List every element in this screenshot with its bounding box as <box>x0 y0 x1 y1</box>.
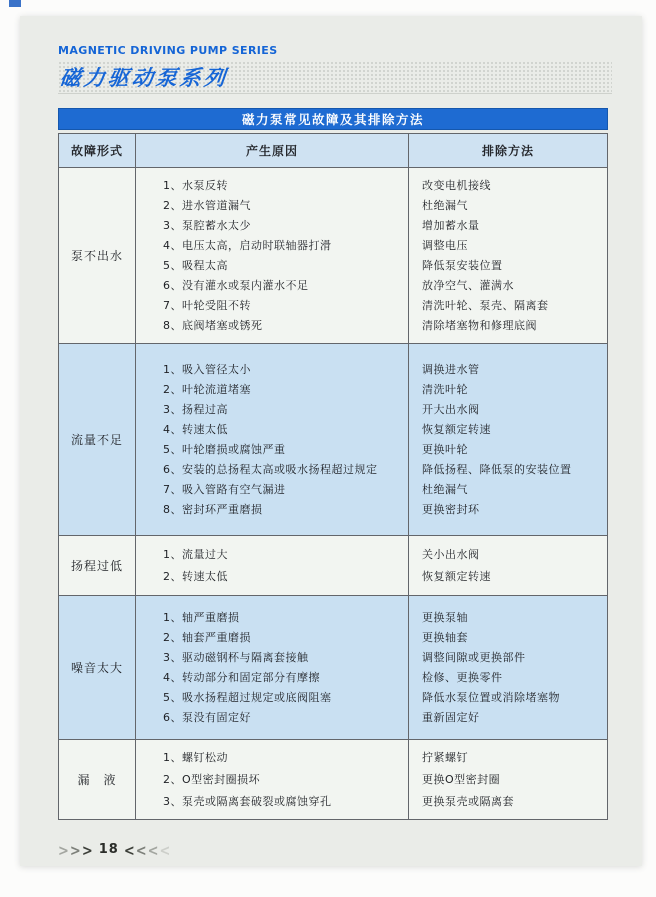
cause-line: 2、进水管道漏气 <box>163 198 251 212</box>
page-footer <box>58 840 171 859</box>
cause-line: 2、轴套严重磨损 <box>163 630 251 644</box>
remedy-line: 拧紧螺钉 <box>422 750 468 764</box>
fault-type-label: 扬程过低 <box>59 536 136 595</box>
table-row <box>59 344 607 536</box>
table-rows <box>59 168 607 819</box>
cause-line: 4、转动部分和固定部分有摩擦 <box>163 670 320 684</box>
cause-line: 5、吸水扬程超过规定或底阀阻塞 <box>163 690 332 704</box>
remedy-line: 开大出水阀 <box>422 402 480 416</box>
chevron-icon: < <box>147 842 159 861</box>
table-row <box>59 740 607 819</box>
cause-line: 5、叶轮磨损或腐蚀严重 <box>163 442 286 456</box>
footer-arrows-right-icon <box>124 840 172 859</box>
remedy-line: 降低扬程、降低泵的安装位置 <box>422 462 572 476</box>
remedy-line: 更换泵壳或隔离套 <box>422 794 514 808</box>
cause-line: 6、泵没有固定好 <box>163 710 251 724</box>
cause-cell <box>136 168 409 343</box>
cause-line: 2、叶轮流道堵塞 <box>163 382 251 396</box>
remedy-line: 恢复额定转速 <box>422 569 491 583</box>
page-number: 18 <box>98 842 119 857</box>
chevron-icon: > <box>69 842 81 861</box>
remedy-cell <box>409 168 607 343</box>
remedy-line: 恢复额定转速 <box>422 422 491 436</box>
remedy-line: 清洗叶轮、泵壳、隔离套 <box>422 298 549 312</box>
col-header-remedy: 排除方法 <box>481 144 534 158</box>
remedy-line: 关小出水阀 <box>422 547 480 561</box>
cause-line: 7、叶轮受阻不转 <box>163 298 251 312</box>
remedy-line: 调整间隙或更换部件 <box>422 650 526 664</box>
chevron-icon: < <box>123 842 135 861</box>
scanned-page <box>20 16 642 866</box>
cause-line: 5、吸程太高 <box>163 258 228 272</box>
cause-line: 2、O型密封圈损坏 <box>163 772 261 786</box>
cause-line: 1、轴严重磨损 <box>163 610 240 624</box>
fault-type-label: 流量不足 <box>59 344 136 535</box>
series-title-zh: 磁力驱动泵系列 <box>58 66 230 90</box>
cause-line: 6、安装的总扬程太高或吸水扬程超过规定 <box>163 462 378 476</box>
cause-line: 2、转速太低 <box>163 569 228 583</box>
remedy-line: 重新固定好 <box>422 710 480 724</box>
cause-line: 3、驱动磁钢杯与隔离套接触 <box>163 650 309 664</box>
remedy-line: 调整电压 <box>422 238 468 252</box>
cause-line: 3、扬程过高 <box>163 402 228 416</box>
cause-line: 1、水泵反转 <box>163 178 228 192</box>
cause-line: 4、转速太低 <box>163 422 228 436</box>
table-row <box>59 536 607 596</box>
chevron-icon: > <box>58 842 69 861</box>
cause-line: 8、密封环严重磨损 <box>163 502 263 516</box>
remedy-line: 增加蓄水量 <box>422 218 480 232</box>
remedy-line: 改变电机接线 <box>422 178 491 192</box>
cause-line: 3、泵壳或隔离套破裂或腐蚀穿孔 <box>163 794 332 808</box>
cause-line: 7、吸入管路有空气漏进 <box>163 482 286 496</box>
remedy-line: 杜绝漏气 <box>422 482 468 496</box>
chevron-icon: < <box>159 842 171 861</box>
remedy-line: 检修、更换零件 <box>422 670 503 684</box>
remedy-cell <box>409 596 607 739</box>
table-row <box>59 168 607 344</box>
halftone-band <box>58 61 612 94</box>
remedy-line: 更换泵轴 <box>422 610 468 624</box>
fault-type-label: 泵不出水 <box>59 168 136 343</box>
cause-line: 3、泵腔蓄水太少 <box>163 218 251 232</box>
cause-line: 8、底阀堵塞或锈死 <box>163 318 263 332</box>
cause-line: 1、螺钉松动 <box>163 750 228 764</box>
cause-line: 1、吸入管径太小 <box>163 362 251 376</box>
table-row <box>59 596 607 740</box>
scan-corner-mark <box>9 0 21 7</box>
remedy-cell <box>409 344 607 535</box>
cause-cell <box>136 344 409 535</box>
cause-line: 6、没有灌水或泵内灌水不足 <box>163 278 309 292</box>
remedy-cell <box>409 740 607 819</box>
fault-table <box>58 133 608 820</box>
remedy-cell <box>409 536 607 595</box>
remedy-line: 清除堵塞物和修理底阀 <box>422 318 537 332</box>
cause-line: 4、电压太高，启动时联轴器打滑 <box>163 238 332 252</box>
remedy-line: 降低泵安装位置 <box>422 258 503 272</box>
table-header-row <box>59 134 607 168</box>
chevron-icon: < <box>135 842 147 861</box>
cause-cell <box>136 740 409 819</box>
col-header-fault-type: 故障形式 <box>59 134 136 167</box>
remedy-line: 更换密封环 <box>422 502 480 516</box>
cause-cell <box>136 596 409 739</box>
series-title-en: MAGNETIC DRIVING PUMP SERIES <box>58 44 278 57</box>
cause-cell <box>136 536 409 595</box>
remedy-line: 更换O型密封圈 <box>422 772 501 786</box>
table-title-bar <box>58 108 608 130</box>
cause-line: 1、流量过大 <box>163 547 228 561</box>
remedy-line: 清洗叶轮 <box>422 382 468 396</box>
col-header-cause: 产生原因 <box>136 134 409 167</box>
chevron-icon: > <box>81 842 93 861</box>
remedy-line: 更换轴套 <box>422 630 468 644</box>
fault-type-label: 噪音太大 <box>59 596 136 739</box>
remedy-line: 调换进水管 <box>422 362 480 376</box>
remedy-line: 杜绝漏气 <box>422 198 468 212</box>
remedy-line: 降低水泵位置或消除堵塞物 <box>422 690 560 704</box>
table-title-text: 磁力泵常见故障及其排除方法 <box>241 112 424 127</box>
fault-type-label: 漏 液 <box>59 740 136 819</box>
footer-arrows-left-icon <box>58 840 94 859</box>
remedy-line: 更换叶轮 <box>422 442 468 456</box>
remedy-line: 放净空气、灌满水 <box>422 278 514 292</box>
